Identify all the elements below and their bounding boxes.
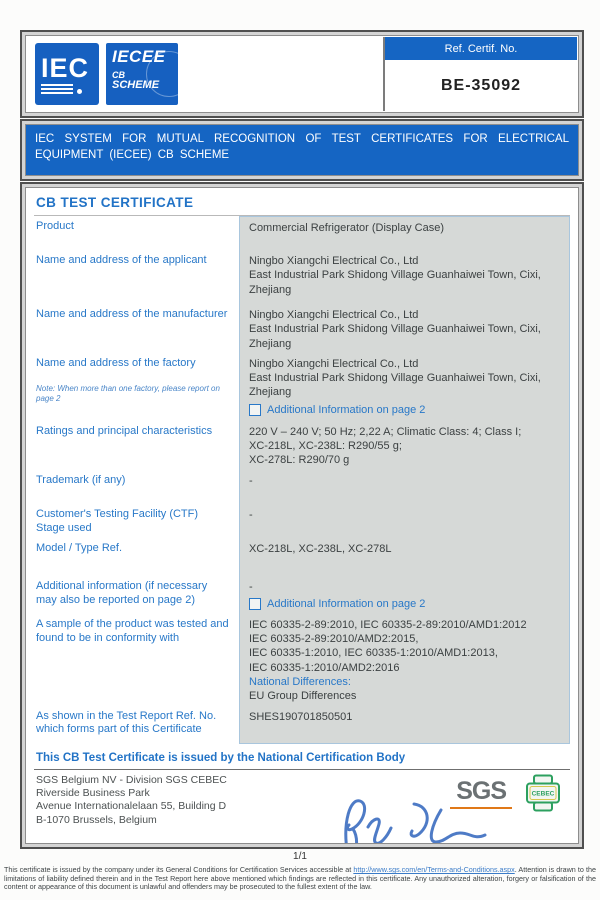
row-value-line: East Industrial Park Shidong Village Guanhaiwei Town, Cixi, Zhejiang — [249, 323, 541, 350]
row-value-line: East Industrial Park Shidong Village Guanhaiwei Town, Cixi, Zhejiang — [249, 269, 541, 296]
row-value-line: XC-218L, XC-238L: R290/55 g; — [249, 440, 402, 453]
table-row — [34, 614, 570, 706]
row-value-line: XC-218L, XC-238L, XC-278L — [249, 542, 392, 555]
table-row — [34, 250, 570, 304]
row-value-line: EU Group Differences — [249, 690, 357, 703]
legal-text-pre: This certificate is issued by the company under its General Conditions for Certification Services accessible at — [4, 865, 354, 874]
row-value-line: 220 V – 240 V; 50 Hz; 2,22 A; Climatic Class: 4; Class I; — [249, 425, 522, 438]
page-number: 1/1 — [293, 851, 307, 862]
row-value-line: IEC 60335-2-89:2010, IEC 60335-2-89:2010/AMD1:2012 — [249, 618, 527, 631]
checkbox-label: Additional Information on page 2 — [267, 598, 426, 611]
row-value-line: IEC 60335-1:2010/AMD2:2016 — [249, 661, 400, 674]
row-value — [239, 576, 570, 614]
row-label: Additional information (if necessary may also be reported on page 2) — [36, 579, 208, 606]
certificate-body — [20, 182, 584, 849]
checkbox-icon[interactable] — [249, 598, 261, 610]
row-value — [239, 470, 570, 504]
table-row — [34, 421, 570, 470]
iec-logo-text: IEC — [41, 52, 90, 83]
ncb-address-line: Riverside Business Park — [36, 787, 150, 799]
row-value-line: Ningbo Xiangchi Electrical Co., Ltd — [249, 309, 419, 321]
header-section — [20, 30, 584, 118]
scheme-banner — [20, 119, 584, 181]
table-row — [34, 706, 570, 744]
scheme-banner-text: IEC SYSTEM FOR MUTUAL RECOGNITION OF TEST CERTIFICATES FOR ELECTRICAL EQUIPMENT (IECEE) CB SCHEME — [26, 125, 578, 175]
row-value — [239, 538, 570, 576]
legal-footer — [4, 866, 596, 892]
factory-note: Note: When more than one factory, please report on page 2 — [36, 383, 220, 403]
checkbox-label: Additional Information on page 2 — [267, 403, 426, 416]
ncb-address-line: B-1070 Brussels, Belgium — [36, 813, 157, 826]
issued-by-line: This CB Test Certificate is issued by the National Certification Body — [34, 750, 570, 770]
row-value-line: XC-278L: R290/70 g — [249, 454, 350, 467]
table-row — [34, 576, 570, 614]
ncb-address-line: SGS Belgium NV - Division SGS CEBEC — [36, 773, 227, 786]
iecee-logo-text: IECEE — [112, 47, 166, 66]
row-label: As shown in the Test Report Ref. No. which forms part of this Certificate — [36, 709, 217, 736]
ref-certif-box — [383, 37, 577, 111]
row-value-line: - — [249, 508, 253, 521]
row-value-line: IEC 60335-2-89:2010/AMD2:2015, — [249, 633, 419, 646]
row-value — [239, 706, 570, 744]
sgs-logo-icon: SGS — [450, 778, 512, 809]
cert-table — [34, 216, 570, 744]
row-label: Model / Type Ref. — [36, 541, 123, 554]
row-value-line: East Industrial Park Shidong Village Guanhaiwei Town, Cixi, Zhejiang — [249, 372, 541, 399]
checkbox-icon[interactable] — [249, 404, 261, 416]
row-value — [239, 614, 570, 706]
legal-text-post: . Attention is drawn to the limitations of liability defined therein and in the Test Report here above mentioned which findings are reflected in this certificate. Any unauthorized alteration, forgery or falsification of the content or appearance of this document is unlawful and offenders may be prosecuted to the fullest extent of the law. — [4, 865, 596, 891]
row-label: Customer's Testing Facility (CTF) Stage used — [36, 507, 199, 534]
row-value — [239, 304, 570, 353]
iec-logo-icon — [35, 43, 99, 105]
table-row — [34, 353, 570, 421]
row-value — [239, 421, 570, 470]
table-row — [34, 538, 570, 576]
iecee-scheme-text: SCHEME — [112, 79, 160, 91]
row-value-line: Ningbo Xiangchi Electrical Co., Ltd — [249, 357, 419, 370]
certificate-title: CB TEST CERTIFICATE — [34, 193, 570, 216]
iecee-cb-text: CB — [112, 70, 125, 80]
cebec-logo-icon — [524, 774, 562, 819]
row-value — [239, 353, 570, 421]
terms-link[interactable]: http://www.sgs.com/en/Terms-and-Conditions.aspx — [353, 865, 515, 874]
table-row — [34, 470, 570, 504]
table-row — [34, 216, 570, 250]
row-value-line: - — [249, 580, 253, 593]
additional-info-checkbox[interactable] — [249, 597, 560, 611]
logo-area — [27, 37, 383, 111]
row-value-line: National Differences: — [249, 675, 351, 688]
row-value-line: SHES190701850501 — [249, 710, 353, 723]
ncb-section — [34, 770, 570, 843]
table-row — [34, 304, 570, 353]
iecee-cb-scheme-logo-icon — [106, 43, 178, 105]
row-label: Product — [36, 220, 74, 232]
row-label: Name and address of the applicant — [36, 254, 207, 266]
row-label: Name and address of the factory Note: When more than one factory, please report on page 2 — [34, 353, 239, 421]
row-value — [239, 250, 570, 304]
row-label: Ratings and principal characteristics — [36, 424, 213, 437]
row-value — [239, 216, 570, 250]
row-value — [239, 504, 570, 538]
table-row — [34, 504, 570, 538]
row-value-line: IEC 60335-1:2010, IEC 60335-1:2010/AMD1:2013, — [249, 647, 498, 660]
row-value-line: Ningbo Xiangchi Electrical Co., Ltd — [249, 255, 419, 267]
ref-certif-number: BE-35092 — [440, 76, 522, 94]
row-label: A sample of the product was tested and found to be in conformity with — [36, 617, 229, 644]
svg-text:CEBEC: CEBEC — [531, 790, 555, 798]
row-label: Trademark (if any) — [36, 473, 126, 486]
row-label: Name and address of the manufacturer — [36, 308, 228, 320]
additional-info-checkbox[interactable] — [249, 403, 560, 417]
signature-image — [319, 790, 499, 843]
row-value-line: - — [249, 474, 253, 487]
row-value-line: Commercial Refrigerator (Display Case) — [249, 222, 444, 234]
ref-certif-label: Ref. Certif. No. — [385, 37, 577, 60]
ncb-address-line: Avenue Internationalelaan 55, Building D — [36, 800, 227, 813]
